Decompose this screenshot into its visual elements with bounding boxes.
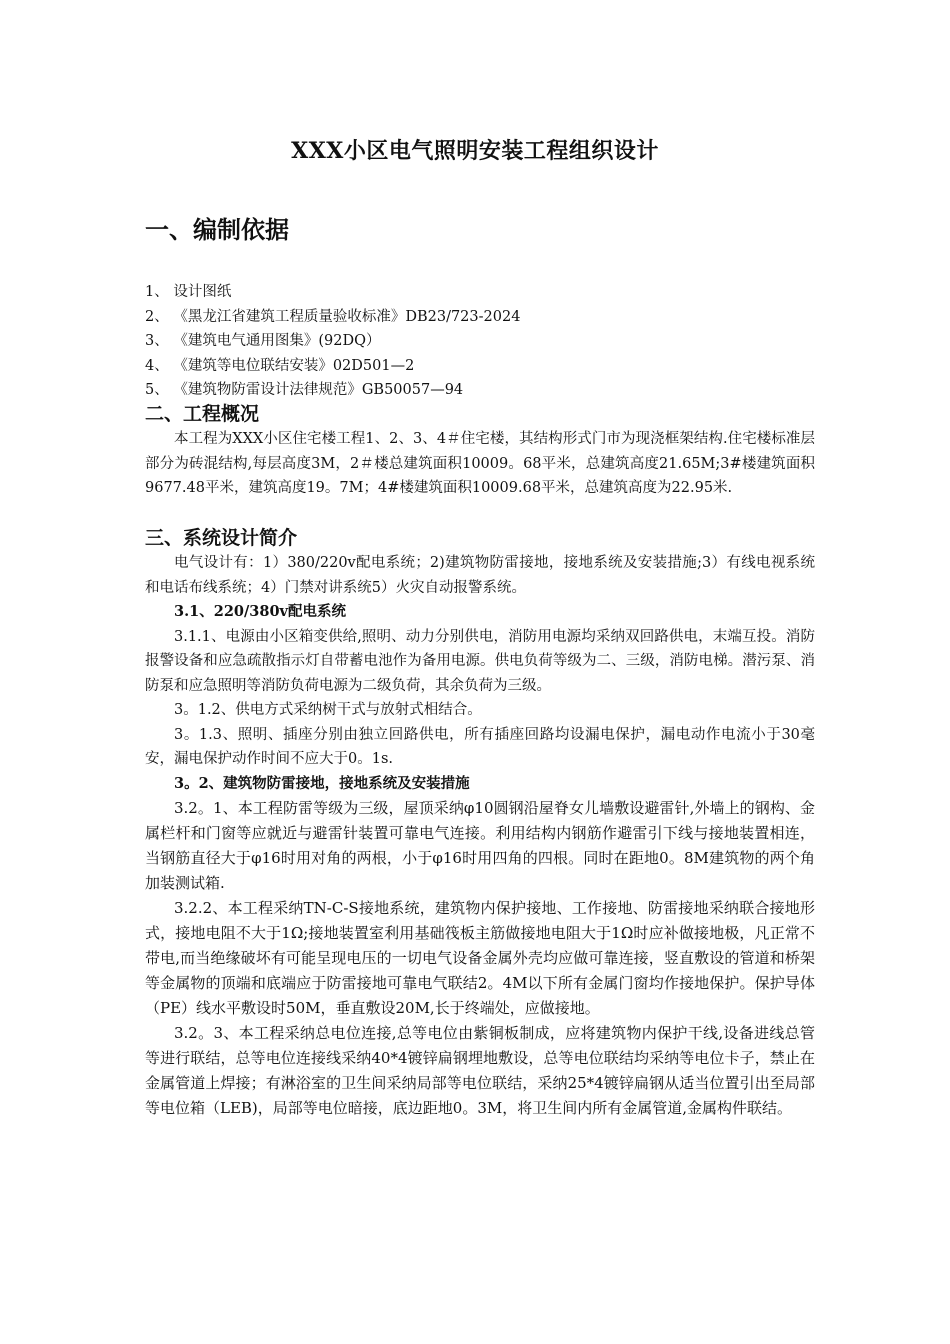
- section-overview: [145, 401, 815, 501]
- power-paragraph-1: 3.1.1、电源由小区箱变供给,照明、动力分别供电，消防用电源均采纳双回路供电，末端互投。消防报警设备和应急疏散指示灯自带蓄电池作为备用电源。供电负荷等级为二、三级，消防电梯。潜污泵、消防泵和应急照明等消防负荷电源为二级负荷，其余负荷为三级。: [145, 628, 815, 694]
- power-paragraph-2: 3。1.2、供电方式采纳树干式与放射式相结合。: [174, 702, 482, 718]
- power-paragraph-3: 3。1.3、照明、插座分别由独立回路供电，所有插座回路均设漏电保护，漏电动作电流小于30毫安，漏电保护动作时间不应大于0。1s.: [145, 726, 815, 767]
- reference-list: [145, 280, 815, 403]
- list-item: 3、 《建筑电气通用图集》(92DQ）: [145, 333, 381, 349]
- subsection-heading-grounding: 3。2、建筑物防雷接地，接地系统及安装措施: [174, 774, 470, 792]
- section-heading-system: 三、系统设计简介: [145, 527, 298, 549]
- overview-paragraph: 本工程为XXX小区住宅楼工程1、2、3、4＃住宅楼，其结构形式门市为现浇框架结构.住宅楼标准层部分为砖混结构,每层高度3M，2＃楼总建筑面积10009。68平米，总建筑高度21.65M;3#楼建筑面积9677.48平米，建筑高度19。7M；4#楼建筑面积10009.68平米，总建筑高度为22.95米.: [145, 431, 815, 496]
- section-heading-basis: 一、编制依据: [145, 216, 289, 244]
- section-heading-overview: 二、工程概况: [145, 403, 260, 425]
- subsection-heading-power: 3.1、220/380v配电系统: [174, 603, 346, 620]
- section-system-design: [145, 525, 815, 1121]
- system-intro-paragraph: 电气设计有：1）380/220v配电系统；2)建筑物防雷接地，接地系统及安装措施;3）有线电视系统和电话布线系统；4）门禁对讲系统5）火灾自动报警系统。: [145, 555, 815, 596]
- grounding-paragraph-2: 3.2.2、本工程采纳TN-C-S接地系统，建筑物内保护接地、工作接地、防雷接地采纳联合接地形式，接地电阻不大于1Ω;接地装置室利用基础筏板主筋做接地电阻大于1Ω时应补做接地极，凡正常不带电,而当绝缘破坏有可能呈现电压的一切电气设备金属外壳均应做可靠连接，竖直敷设的管道和桥架等金属物的顶端和底端应于防雷接地可靠电气联结2。4M以下所有金属门窗均作接地保护。保护导体（PE）线水平敷设时50M，垂直敷设20M,长于终端处，应做接地。: [145, 899, 815, 1017]
- list-item: 2、 《黑龙江省建筑工程质量验收标准》DB23/723-2024: [145, 308, 521, 325]
- grounding-paragraph-1: 3.2。1、本工程防雷等级为三级，屋顶采纳φ10圆钢沿屋脊女儿墙敷设避雷针,外墙上的钢构、金属栏杆和门窗等应就近与避雷针装置可靠电气连接。利用结构内钢筋作避雷引下线与接地装置相连，当钢筋直径大于φ16时用对角的两根，小于φ16时用四角的四根。同时在距地0。8M建筑物的两个角加装测试箱.: [145, 799, 815, 892]
- list-item: 5、 《建筑物防雷设计法律规范》GB50057—94: [145, 382, 464, 398]
- document-title: XXX小区电气照明安装工程组织设计: [291, 138, 659, 164]
- list-item: 1、 设计图纸: [145, 284, 232, 300]
- grounding-paragraph-3: 3.2。3、本工程采纳总电位连接,总等电位由紫铜板制成，应将建筑物内保护干线,设备进线总管等进行联结，总等电位连接线采纳40*4镀锌扁钢埋地敷设，总等电位联结均采纳等电位卡子，禁止在金属管道上焊接；有淋浴室的卫生间采纳局部等电位联结，采纳25*4镀锌扁钢从适当位置引出至局部等电位箱（LEB)，局部等电位暗接，底边距地0。3M，将卫生间内所有金属管道,金属构件联结。: [145, 1024, 815, 1117]
- list-item: 4、 《建筑等电位联结安装》02D501—2: [145, 357, 415, 374]
